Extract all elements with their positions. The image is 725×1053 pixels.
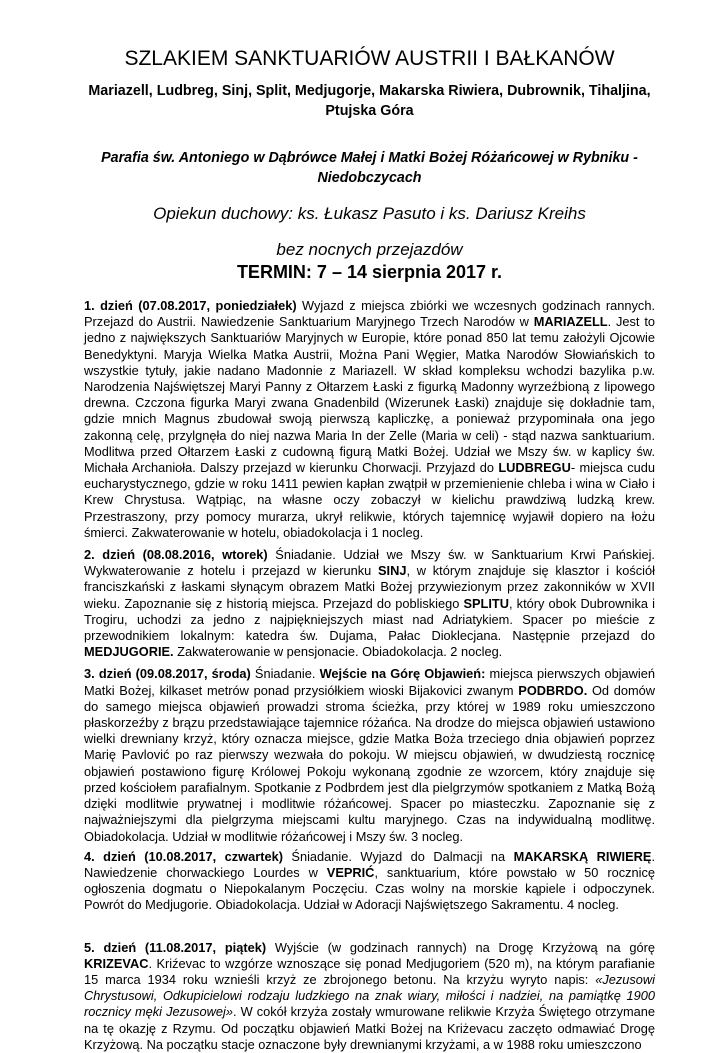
day-text: Od domów do samego miejsca objawień prowadzi stroma ścieżka, przy której w 1989 roku umieszczono płaskorzeźby z brązu przedstawiające tajemnice różańca. Na drodze do miejsca objawień ustawiono wielki drewniany krzyż, który oznacza miejsce, gdzie Matka Boża trzeciego dnia objawień poprzez Marię Pavlović po raz pierwszy wezwała do pokoju. W miejscu objawień, w dwudziestą rocznicę objawień postawiono figurę Królowej Pokoju wykonaną zgodnie ze wzorcem, który znajduje się przed kościołem parafialnym. Spotkanie z Podbrdem jest dla pielgrzymów spotkaniem z Matką Bożą dzięki modlitwie prywatnej i modlitwie różańcowej. Spacer po miasteczku. Zapoznanie się z najważniejszymi dla pielgrzyma miejscami kultu maryjnego. Czas na indywidualną modlitwę. Obiadokolacja. Udział w modlitwie różańcowej i Mszy św. 3 nocleg. (84, 682, 655, 844)
place-name: MARIAZELL (533, 314, 608, 330)
place-name: SINJ (377, 563, 407, 579)
day-text: Zakwaterowanie w pensjonacie. Obiadokolacja. 2 nocleg. (173, 644, 503, 660)
cross-inscription: «Jezusowi Chrystusowi, Odkupicielowi rodzaju ludzkiego na znak wiary, miłości i nadziei, na pamiątkę 1900 rocznicy męki Jezusowej» (84, 971, 655, 1020)
place-name: KRIZEVAC (84, 955, 149, 971)
document-title: SZLAKIEM SANKTUARIÓW AUSTRII I BAŁKANÓW (124, 47, 615, 70)
place-name: SPLITU (463, 595, 509, 611)
day-text: Wyjście (w godzinach rannych) na Drogę Krzyżową na górę (266, 939, 656, 955)
day-text: Śniadanie. Wyjazd do Dalmacji na (282, 848, 514, 864)
day-heading: 1. dzień (07.08.2017, poniedziałek) (84, 298, 297, 313)
day-4-description (84, 849, 655, 914)
day-1-description (84, 298, 655, 541)
place-name: VEPRIĆ (326, 864, 375, 880)
day-text: , sanktuarium, które powstało w 50 rocznicę ogłoszenia dogmatu o Niepokalanym Poczęciu. Czas wolny na morskie kąpiele i odpoczynek. Powrót do Medjugorie. Obiadokolacja. Udział w Adoracji Najświętszego Sakramentu. 4 nocleg. (84, 864, 655, 913)
day-text: - miejsca cudu eucharystycznego, gdzie w roku 1411 pewien kapłan zwątpił w przemienienie chleba i wina w Ciało i Krew Chrystusa. Wątpiąc, na własne oczy zobaczył w kielichu prawdziwą ludzką krew. Przestraszony, przy pomocy murarza, ukrył relikwie, których tajemnicę wyjawił dopiero na łożu śmierci. Zakwaterowanie w hotelu, obiadokolacja i 1 nocleg. (84, 460, 656, 540)
emphasis-text: Wejście na Górę Objawień: (319, 666, 486, 682)
day-text: . W cokół krzyża zostały wmurowane relikwie Krzyża Świętego otrzymane na tę okazję z Rzymu. Od początku objawień Matki Bożej na Kriżevacu zaczęto odmawiać Drogę Krzyżową. Na początku stacje oznaczone były drewnianymi krzyżami, a w 1988 roku umieszczono (84, 1004, 655, 1052)
day-text: . Nawiedzenie chorwackiego Lourdes w (84, 848, 655, 880)
day-text: miejsca pierwszych objawień Matki Bożej, kilkaset metrów ponad przysiółkiem wioski Bijakovici zwanym (84, 666, 655, 698)
day-text: . Jest to jedno z największych Sanktuariów Maryjnych w Europie, które ponad 850 lat temu założyli Ojcowie Benedyktyni. Maryja Wielka Matka Austrii, Można Pani Węgier, Matka Narodów Słowiańskich to wszystkie tytuły, jakie nadano Madonnie z Mariazell. W skład kompleksu wchodzi bazylika p.w. Narodzenia Najświętszej Maryi Panny z Ołtarzem Łaski z figurką Madonny wyrzeźbioną z lipowego drewna. Czczona figurka Maryi zwana Gnadenbild (Wizerunek Łaski) znajduje się dokładnie tam, gdzie mnich Magnus zbudował swoją pierwszą kapliczkę, a ponieważ przypominała ona jego zakonną celę, przylgnęła do niej nazwa Maria In der Zelle (Maria w celi) - stąd nazwa sanktuarium. Modlitwa przed Ołtarzem Łaski z cudowną figurą Matki Bożej. Udział we Mszy św. w kaplicy św. Michała Archanioła. Dalszy przejazd w kierunku Chorwacji. Przyjazd do (84, 314, 655, 476)
day-text: , w którym znajduje się klasztor i kościół franciszkański z łaskami słynącym obrazem Matki Bożej przywiezionym przez zakonników w XVII wieku. Zapoznanie się z historią miejsca. Przejazd do pobliskiego (84, 563, 655, 611)
day-text: . Kriźevac to wzgórze wznoszące się ponad Medjugoriem (520 m), na którym parafianie 15 marca 1934 roku wznieśli krzyż ze zbrojonego betonu. Na krzyżu wyryto napis: (84, 955, 655, 987)
place-name: MAKARSKĄ RIWIERĘ (513, 848, 652, 864)
trip-dates: TERMIN: 7 – 14 sierpnia 2017 r. (236, 262, 503, 282)
day-heading: 3. dzień (09.08.2017, środa) (84, 666, 251, 682)
day-heading: 5. dzień (11.08.2017, piątek) (84, 939, 267, 955)
day-text: Śniadanie. (250, 666, 320, 682)
no-night-travel-note: bez nocnych przejazdów (276, 240, 463, 259)
day-2-description (84, 547, 655, 660)
parish-name: Parafia św. Antoniego w Dąbrówce Małej i Matki Bożej Różańcowej w Rybniku - Niedobczycach (101, 150, 638, 186)
day-3-description (84, 666, 655, 844)
day-heading: 2. dzień (08.08.2016, wtorek) (84, 547, 268, 563)
day-text: Wyjazd z miejsca zbiórki we wczesnych godzinach rannych. Przejazd do Austrii. Nawiedzenie Sanktuarium Maryjnego Trzech Narodów w (84, 298, 655, 330)
place-name: PODBRDO. (518, 682, 588, 698)
destinations-subtitle: Mariazell, Ludbreg, Sinj, Split, Medjugorje, Makarska Riwiera, Dubrownik, Tihaljina, Ptujska Góra (88, 83, 651, 119)
day-text: , który obok Dubrownika i Trogiru, uchodzi za jedno z najpiękniejszych miast nad Adriatykiem. Spacer po mieście z przewodnikiem lokalnym: katedra św. Dujama, Pałac Dioklecjana. Następnie przejazd do (84, 595, 656, 644)
place-name: MEDJUGORIE. (84, 644, 174, 660)
day-text: Śniadanie. Udział we Mszy św. w Sanktuarium Krwi Pańskiej. Wykwaterowanie z hotelu i przejazd w kierunku (84, 547, 655, 579)
day-5-description (84, 940, 655, 1053)
place-name: LUDBREGU (498, 460, 571, 476)
spiritual-guide: Opiekun duchowy: ks. Łukasz Pasuto i ks. Dariusz Kreihs (153, 204, 586, 223)
day-heading: 4. dzień (10.08.2017, czwartek) (84, 848, 283, 864)
